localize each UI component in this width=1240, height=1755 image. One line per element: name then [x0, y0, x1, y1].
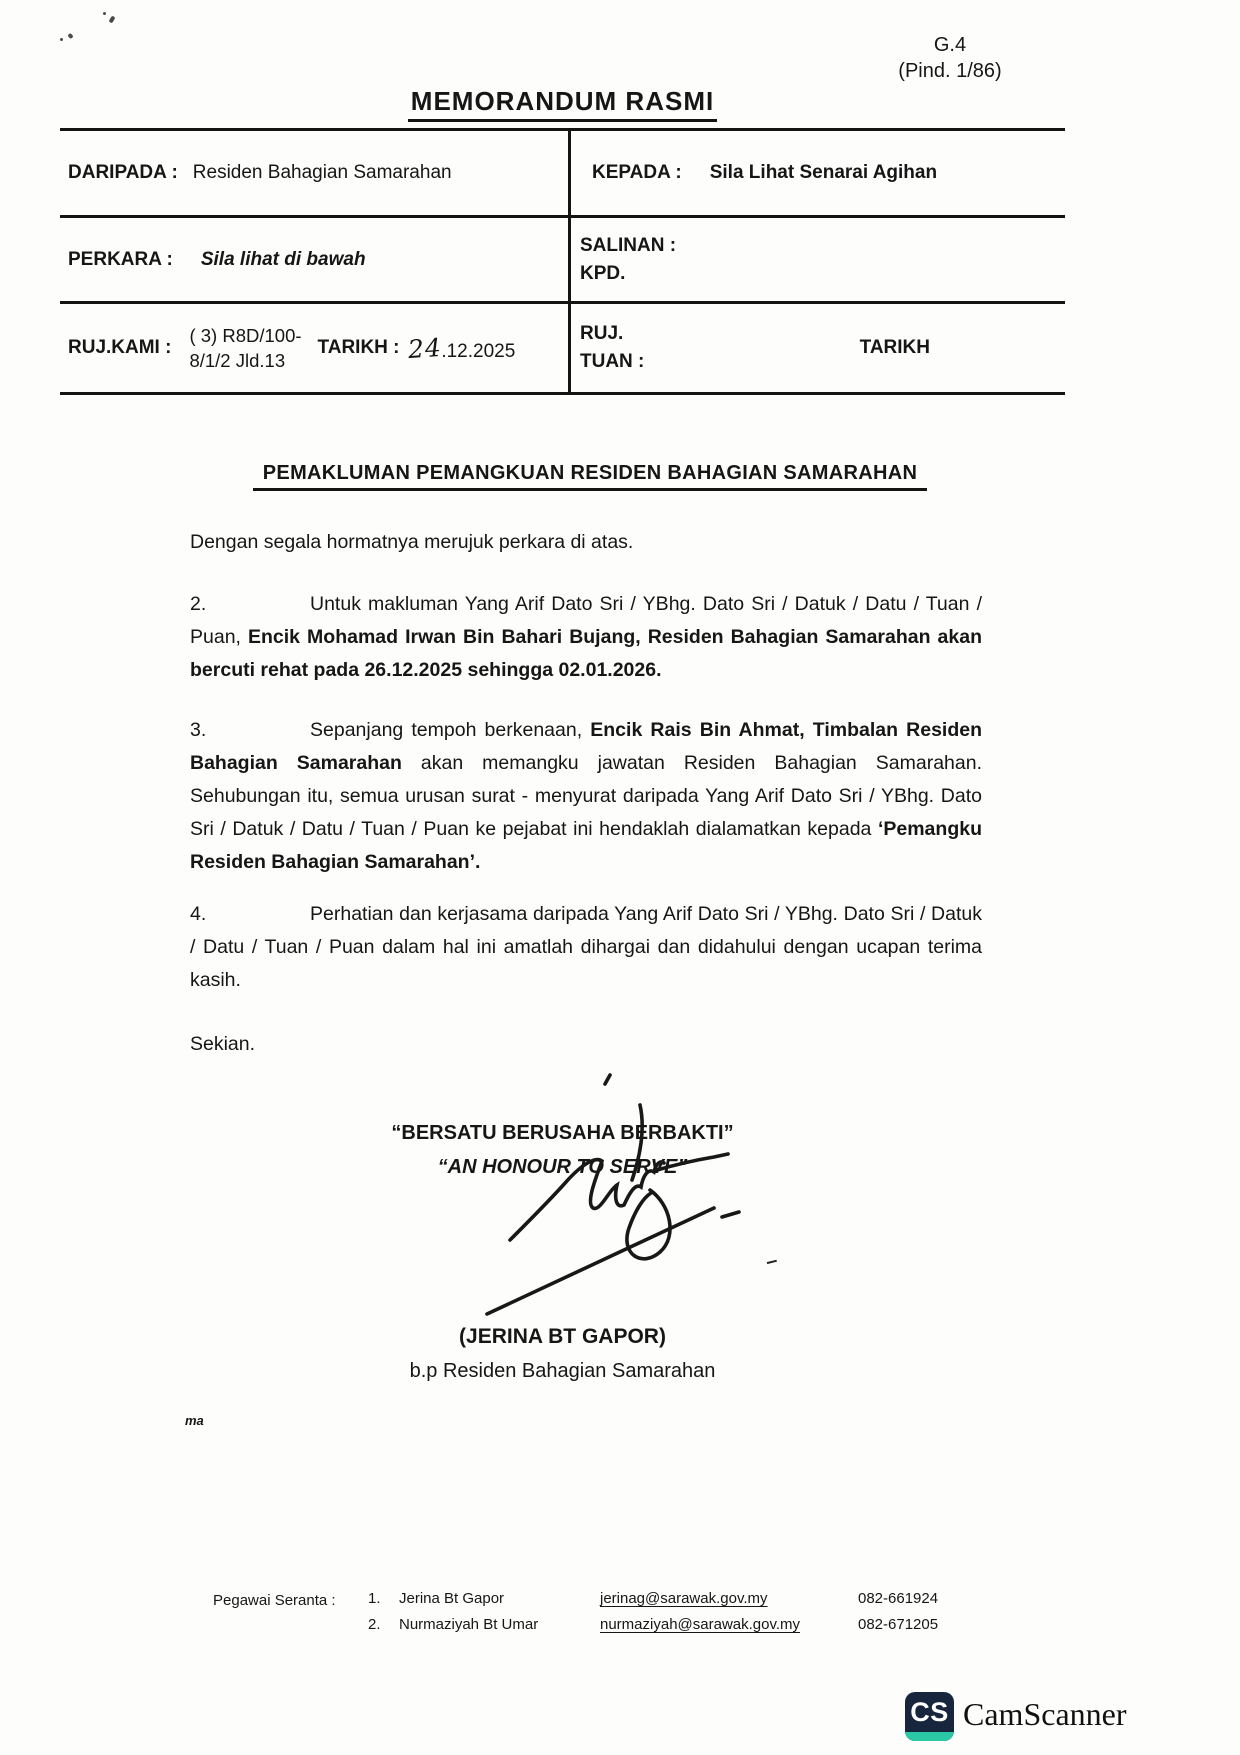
ruj-tuan-line2: TUAN : [580, 351, 645, 372]
form-code-number: G.4 [933, 34, 967, 56]
salinan-kpd: KPD. [580, 262, 626, 284]
motto-line-1: “BERSATU BERUSAHA BERBAKTI” [391, 1122, 734, 1144]
typist-initials: ma [185, 1413, 204, 1428]
body-paragraph-1 [190, 526, 982, 559]
cs-badge-text: CS [910, 1697, 949, 1727]
signature [452, 1072, 762, 1327]
perkara-value: Sila lihat di bawah [200, 248, 366, 270]
body-paragraph-2 [190, 588, 982, 687]
kepada-value: Sila Lihat Senarai Agihan [709, 162, 938, 183]
paragraph-text: Sepanjang tempoh berkenaan, [310, 719, 591, 741]
scan-artifact [60, 38, 63, 41]
scan-artifact [103, 12, 106, 15]
signatory-title: b.p Residen Bahagian Samarahan [409, 1360, 716, 1382]
motto-line-2: “AN HONOUR TO SERVE” [437, 1156, 688, 1178]
memo-header-table [60, 128, 1065, 395]
pegawai-seranta-label: Pegawai Seranta : [213, 1592, 336, 1609]
officer-email: jerinag@sarawak.gov.my [600, 1590, 768, 1607]
officer-name: Nurmaziyah Bt Umar [399, 1616, 539, 1633]
paragraph-text-bold: Encik Rais Bin Ahmat, Timbalan Residen Bahagian Samarahan [190, 719, 983, 774]
salinan-cell [580, 218, 1065, 301]
paragraph-text: akan memangku jawatan Residen Bahagian Samarahan. Sehubungan itu, semua urusan surat - menyurat daripada Yang Arif Dato Sri / YBhg. Dato Sri / Datuk / Datu / Tuan / Puan ke pejabat ini hendaklah dialamatkan kepada [190, 752, 982, 840]
paragraph-number: 3. [190, 719, 207, 741]
officer-phone: 082-661924 [858, 1590, 939, 1607]
ruj-kami-cell [68, 304, 566, 392]
ruj-tuan-cell [580, 304, 1065, 392]
daripada-value: Residen Bahagian Samarahan [192, 162, 452, 183]
cs-badge-strip [905, 1732, 954, 1741]
kepada-cell [580, 131, 1077, 215]
subject-heading: PEMAKLUMAN PEMANGKUAN RESIDEN BAHAGIAN SAMARAHAN [190, 462, 990, 491]
paragraph-number: 2. [190, 593, 207, 615]
form-code [880, 32, 1020, 84]
ruj-kami-line1: ( 3) R8D/100- [189, 325, 302, 346]
table-divider [568, 128, 571, 395]
ruj-kami-line2: 8/1/2 Jld.13 [189, 350, 286, 371]
perkara-label: PERKARA : [68, 248, 173, 270]
paragraph-text-bold: ‘Pemangku Residen Bahagian Samarahan’. [190, 818, 982, 873]
scan-artifact [765, 1253, 777, 1264]
paragraph-text-bold: Encik Mohamad Irwan Bin Bahari Bujang, Residen Bahagian Samarahan akan bercuti rehat pada 26.12.2025 sehingga 02.01.2026. [190, 626, 982, 681]
officer-phone: 082-671205 [858, 1616, 939, 1633]
table-border [60, 392, 1065, 395]
tarikh-rest: .12.2025 [441, 340, 516, 362]
camscanner-wordmark: CamScanner [963, 1696, 1127, 1732]
paragraph-text: Dengan segala hormatnya merujuk perkara di atas. [190, 531, 634, 553]
camscanner-badge-icon [905, 1692, 954, 1741]
daripada-label: DARIPADA : [68, 162, 178, 183]
body-paragraph-4 [190, 898, 982, 997]
officer-email: nurmaziyah@sarawak.gov.my [600, 1616, 801, 1633]
officer-number: 2. [368, 1616, 381, 1633]
ruj-tuan-line1: RUJ. [580, 323, 624, 344]
kepada-label: KEPADA : [592, 162, 682, 183]
document-title: MEMORANDUM RASMI [60, 86, 1065, 122]
tarikh-day-handwritten: 24 [406, 332, 443, 364]
signatory-name: (JERINA BT GAPOR) [459, 1325, 666, 1348]
paragraph-text: Perhatian dan kerjasama daripada Yang Arif Dato Sri / YBhg. Dato Sri / Datuk / Datu / Tuan / Puan dalam hal ini amatlah dihargai dan didahului dengan ucapan terima kasih. [190, 903, 982, 991]
daripada-cell [68, 131, 566, 215]
tarikh-right-label: TARIKH [859, 337, 930, 358]
paragraph-number: 4. [190, 903, 207, 925]
officer-name: Jerina Bt Gapor [399, 1590, 505, 1607]
paragraph-text: Untuk makluman Yang Arif Dato Sri / YBhg. Dato Sri / Datuk / Datu / Tuan / Puan, [190, 593, 982, 648]
tarikh-label: TARIKH : [317, 337, 400, 358]
signature-apostrophe [605, 1075, 610, 1084]
ruj-kami-label: RUJ.KAMI : [68, 337, 172, 358]
salinan-label: SALINAN : [580, 234, 677, 256]
scan-artifact [109, 15, 116, 23]
perkara-cell [68, 218, 566, 301]
closing-word: Sekian. [190, 1033, 256, 1055]
form-revision: (Pind. 1/86) [898, 60, 1002, 82]
scan-artifact [67, 33, 73, 39]
officer-number: 1. [368, 1590, 381, 1607]
body-paragraph-3 [190, 714, 982, 879]
